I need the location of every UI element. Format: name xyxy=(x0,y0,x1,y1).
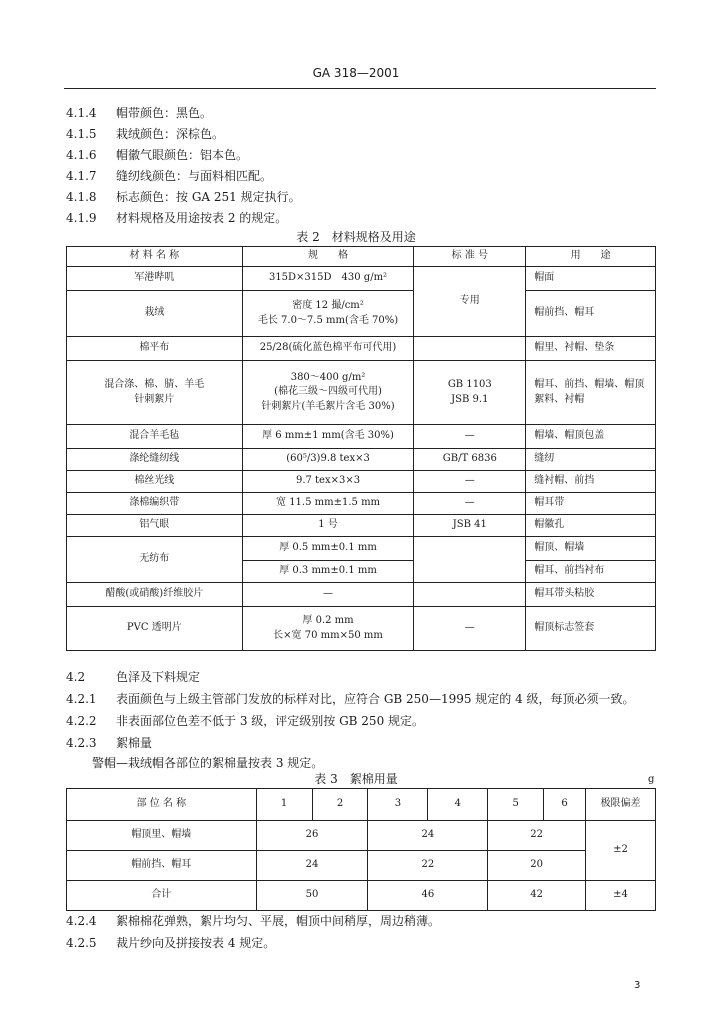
table3-cell: 26 xyxy=(256,821,368,851)
running-header: GA 318—2001 xyxy=(312,66,400,80)
table3-header-deviation: 极限偏差 xyxy=(586,789,656,821)
table2-caption: 表 2 材料规格及用途 xyxy=(296,230,416,244)
table2-cell: 涤纶缝纫线 xyxy=(67,449,243,471)
table2-cell: 涤棉编织带 xyxy=(67,493,243,515)
table2-cell: 9.7 tex×3×3 xyxy=(242,471,414,493)
table2-cell: 军港哔叽 xyxy=(67,267,243,291)
table2-cell: 帽耳、前挡、帽墙、帽顶 絮料、衬帽 xyxy=(526,361,656,425)
table3-cell: 24 xyxy=(368,821,488,851)
paragraph: 4.1.6 帽徽气眼颜色：铝本色。 xyxy=(66,148,249,162)
table2-cell: 1 号 xyxy=(242,515,414,537)
table2-cell: 密度 12 撮/cm² 毛长 7.0～7.5 mm(含毛 70%) xyxy=(242,291,414,337)
table2-cell: 混合羊毛毡 xyxy=(67,425,243,449)
table2-cell: 帽徽孔 xyxy=(526,515,656,537)
table2-cell: 棉平布 xyxy=(67,337,243,361)
table3-cell: 46 xyxy=(368,881,488,911)
table2-header-std: 标 准 号 xyxy=(414,247,526,267)
table3-cell: ±4 xyxy=(586,881,656,911)
table2-cell: 厚 0.2 mm 长×宽 70 mm×50 mm xyxy=(242,607,414,651)
table2-cell: 380～400 g/m² (棉花三级～四级可代用) 针刺絮片(羊毛絮片含毛 30%) xyxy=(242,361,414,425)
paragraph: 4.1.4 帽带颜色：黑色。 xyxy=(66,106,213,120)
table3-caption: 表 3 絮棉用量 xyxy=(314,772,398,786)
batting-amount-table xyxy=(66,788,656,911)
table2-cell: GB/T 6836 xyxy=(414,449,526,471)
table2-cell: — xyxy=(414,493,526,515)
table2-cell: 缝纫 xyxy=(526,449,656,471)
table3-cell: 50 xyxy=(256,881,368,911)
table2-cell: 栽绒 xyxy=(67,291,243,337)
table2-cell: — xyxy=(242,583,414,607)
table2-cell: 帽面 xyxy=(526,267,656,291)
paragraph: 4.1.8 标志颜色：按 GA 251 规定执行。 xyxy=(66,190,301,204)
table2-cell: 厚 6 mm±1 mm(含毛 30%) xyxy=(242,425,414,449)
table2-cell: 帽耳带头粘胶 xyxy=(526,583,656,607)
table2-cell: 帽顶、帽墙 xyxy=(526,537,656,561)
table3-header-part: 部 位 名 称 xyxy=(67,789,257,821)
table2-cell: 帽耳、前挡衬布 xyxy=(526,561,656,583)
table3-cell: 合计 xyxy=(67,881,257,911)
paragraph: 4.2.4 絮棉棉花弹熟，絮片均匀、平展，帽顶中间稍厚，周边稍薄。 xyxy=(66,914,441,928)
section-4-2: 4.2 色泽及下料规定 xyxy=(66,670,201,684)
table3-cell: ±2 xyxy=(586,821,656,881)
paragraph: 4.1.7 缝纫线颜色：与面料相匹配。 xyxy=(66,169,273,183)
table3-unit: g xyxy=(648,774,655,785)
para-4-2-2: 4.2.2 非表面部位色差不低于 3 级，评定级别按 GB 250 规定。 xyxy=(66,714,425,728)
table3-header-size-6: 6 xyxy=(544,789,586,821)
table2-cell: 缝衬帽、前挡 xyxy=(526,471,656,493)
table2-cell: 25/28(硫化蓝色棉平布可代用) xyxy=(242,337,414,361)
table2-cell: GB 1103 JSB 9.1 xyxy=(414,361,526,425)
table2-cell: 无纺布 xyxy=(67,537,243,583)
table3-header-size-2: 2 xyxy=(312,789,368,821)
table3-cell: 帽顶里、帽墙 xyxy=(67,821,257,851)
table2-cell: — xyxy=(414,607,526,651)
table2-cell: PVC 透明片 xyxy=(67,607,243,651)
paragraph: 4.2.5 裁片纱向及拼接按表 4 规定。 xyxy=(66,936,276,950)
table2-cell: 厚 0.5 mm±0.1 mm xyxy=(242,537,414,561)
table2-header-name: 材 料 名 称 xyxy=(67,247,243,267)
paragraph: 4.1.5 栽绒颜色：深棕色。 xyxy=(66,127,225,141)
para-4-2-1: 4.2.1 表面颜色与上级主管部门发放的标样对比，应符合 GB 250—1995 规定的 4 级，每顶必须一致。 xyxy=(66,692,635,706)
table2-cell: 帽墙、帽顶包盖 xyxy=(526,425,656,449)
table2-cell: 宽 11.5 mm±1.5 mm xyxy=(242,493,414,515)
table3-header-size-1: 1 xyxy=(256,789,312,821)
table2-cell: — xyxy=(414,425,526,449)
table2-cell: — xyxy=(414,471,526,493)
table2-header-use: 用 途 xyxy=(526,247,656,267)
table2-cell: 帽顶标志签套 xyxy=(526,607,656,651)
table2-cell: 混合涤、棉、腈、羊毛 针刺絮片 xyxy=(67,361,243,425)
table3-cell: 帽前挡、帽耳 xyxy=(67,851,257,881)
table2-cell: 帽耳带 xyxy=(526,493,656,515)
table2-cell: 315D×315D 430 g/m² xyxy=(242,267,414,291)
table3-cell: 24 xyxy=(256,851,368,881)
table3-header-size-4: 4 xyxy=(428,789,488,821)
table3-header-size-3: 3 xyxy=(368,789,428,821)
table3-cell: 22 xyxy=(488,821,586,851)
table2-header-spec: 规 格 xyxy=(242,247,414,267)
material-spec-table xyxy=(66,246,656,651)
table2-cell: JSB 41 xyxy=(414,515,526,537)
table2-cell: 醋酸(或硝酸)纤维胶片 xyxy=(67,583,243,607)
table2-cell xyxy=(414,583,526,607)
header-rule xyxy=(64,88,656,89)
table2-cell: 专用 xyxy=(414,267,526,337)
paragraph: 4.1.9 材料规格及用途按表 2 的规定。 xyxy=(66,211,288,225)
page-number: 3 xyxy=(634,980,641,991)
table2-cell: 厚 0.3 mm±0.1 mm xyxy=(242,561,414,583)
table2-cell: 铝气眼 xyxy=(67,515,243,537)
table3-cell: 20 xyxy=(488,851,586,881)
table3-cell: 22 xyxy=(368,851,488,881)
table3-cell: 42 xyxy=(488,881,586,911)
table2-cell: 帽里、衬帽、垫条 xyxy=(526,337,656,361)
table2-cell: 帽前挡、帽耳 xyxy=(526,291,656,337)
table2-cell: (60⁵/3)9.8 tex×3 xyxy=(242,449,414,471)
para-4-2-3-body: 警帽—栽绒帽各部位的絮棉量按表 3 规定。 xyxy=(92,756,324,770)
para-4-2-3: 4.2.3 絮棉量 xyxy=(66,736,153,750)
table2-cell: 棉丝光线 xyxy=(67,471,243,493)
table3-header-size-5: 5 xyxy=(488,789,544,821)
table2-cell xyxy=(414,337,526,361)
table2-cell xyxy=(414,537,526,583)
